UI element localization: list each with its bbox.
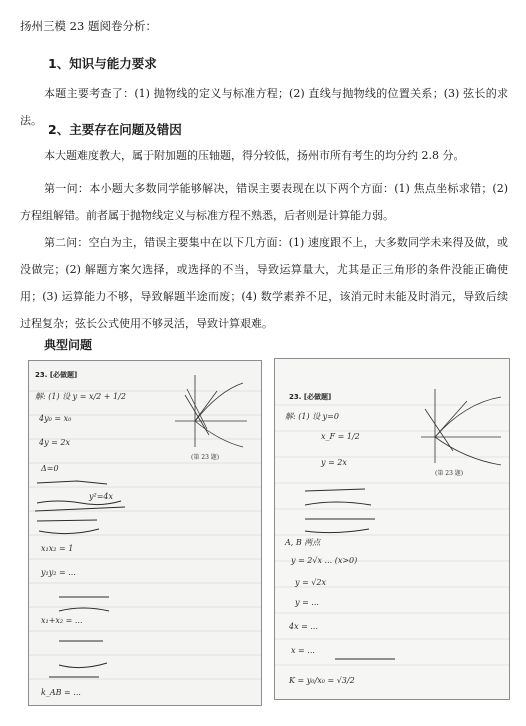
handwritten-answer-2 [275,359,509,699]
svg-text:y = √2x: y = √2x [295,578,327,587]
svg-text:解: (1) 设 y=0: 解: (1) 设 y=0 [285,412,339,421]
svg-text:k_AB = ...: k_AB = ... [41,688,81,697]
svg-text:K = y₀/x₀ = √3/2: K = y₀/x₀ = √3/2 [289,676,355,685]
second-question-paragraph: 第二问：空白为主，错误主要集中在以下几方面：(1) 速度跟不上，大多数同学未来得及做，或没做完；(2) 解题方案欠选择，或选择的不当，导致运算量大，尤其是正三角形的条件没能正确使用；(3) 运算能力不够，导致解题半途而废；(4) 数学素养不足，该消元时未能及时消元，导致后续过程复杂；弦长公式使用不够灵活，导致计算艰难。 [20,236,508,330]
svg-text:x₁x₂ = 1: x₁x₂ = 1 [41,544,74,553]
handwritten-answer-1 [29,361,261,705]
figure-label: (第 23 题) [191,454,220,461]
svg-text:4y = 2x: 4y = 2x [39,438,70,447]
svg-text:y = 2√x ... (x>0): y = 2√x ... (x>0) [291,556,358,565]
sample-tag: 23. [必做题] [35,371,78,379]
sample-tag: 23. [必做题] [289,393,332,401]
figure-label: (第 23 题) [435,470,464,477]
svg-text:A, B 两点: A, B 两点 [285,538,321,547]
svg-text:4y₀ = x₀: 4y₀ = x₀ [39,414,72,423]
knowledge-paragraph: 本题主要考查了：(1) 抛物线的定义与标准方程；(2) 直线与抛物线的位置关系；(3) 弦长的求法。 [20,87,508,127]
svg-text:x = ...: x = ... [291,646,315,655]
svg-text:y = 2x: y = 2x [321,458,347,467]
typical-problems-heading: 典型问题 [44,338,93,352]
difficulty-paragraph: 本大题难度教大，属于附加题的压轴题，得分较低，扬州市所有考生的均分约 2.8 分。 [44,149,465,162]
section-heading-issues: 2、主要存在问题及错因 [48,122,182,137]
svg-text:4x = ...: 4x = ... [289,622,319,631]
doc-title: 扬州三模 23 题阅卷分析： [20,19,157,33]
answer-sheet-image-1 [28,360,262,706]
svg-text:Δ=0: Δ=0 [41,464,59,473]
svg-text:解: (1) 设 y = x/2 + 1/2: 解: (1) 设 y = x/2 + 1/2 [35,392,126,401]
answer-sheet-image-2 [274,358,510,700]
svg-text:y₁y₂ = ...: y₁y₂ = ... [41,568,76,577]
section-heading-knowledge: 1、知识与能力要求 [48,56,157,71]
svg-text:y²=4x: y²=4x [89,492,114,501]
svg-text:x₁+x₂ = ...: x₁+x₂ = ... [41,616,83,625]
svg-text:x_F = 1/2: x_F = 1/2 [321,432,360,441]
first-question-paragraph: 第一问：本小题大多数同学能够解决，错误主要表现在以下两个方面：(1) 焦点坐标求错；(2) 方程组解错。前者属于抛物线定义与标准方程不熟悉，后者则是计算能力弱。 [20,182,508,222]
svg-text:y = ...: y = ... [295,598,319,607]
